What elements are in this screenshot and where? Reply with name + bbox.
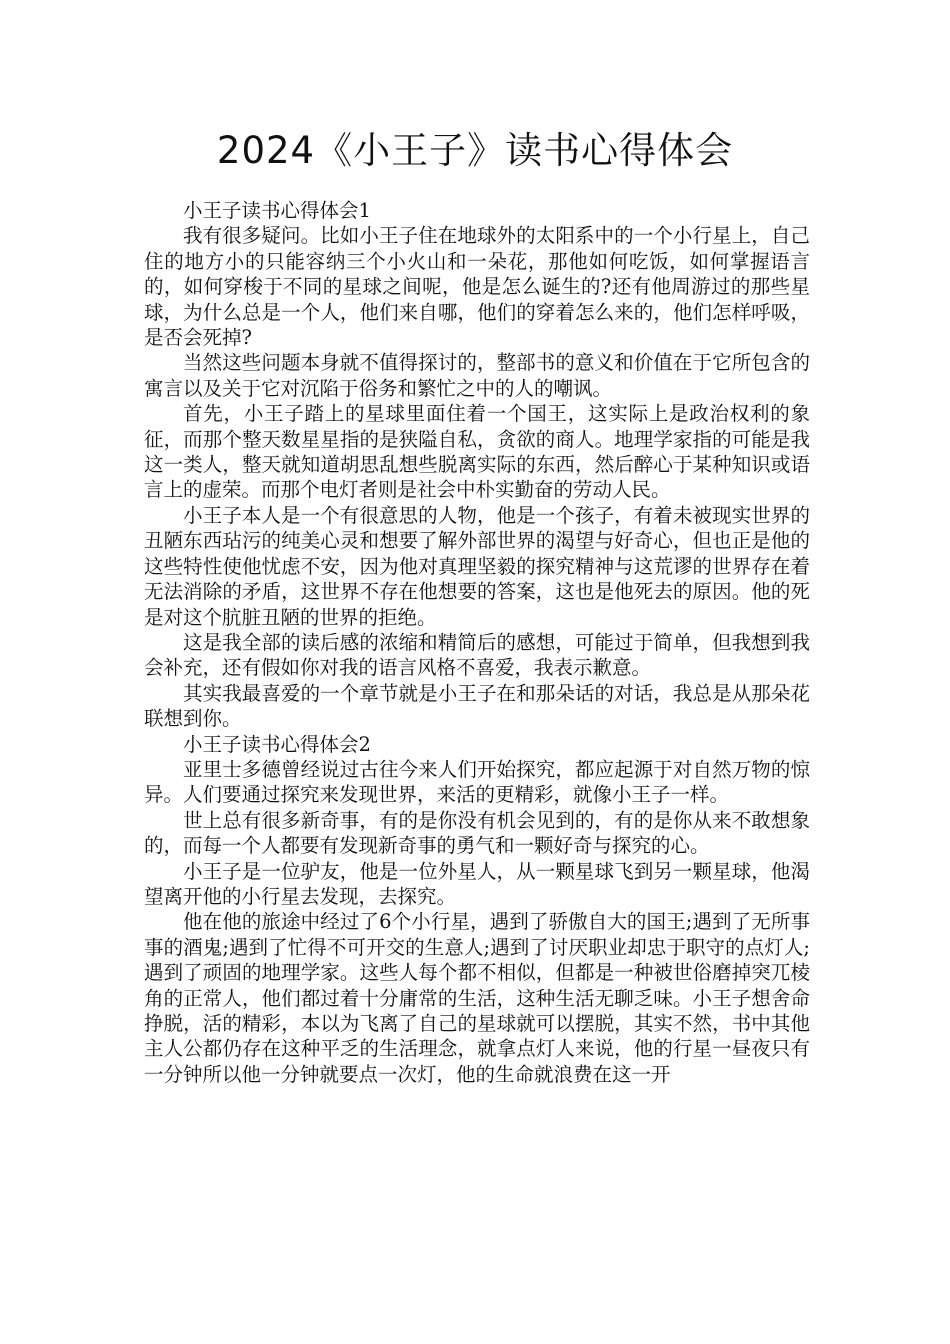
paragraph: 小王子本人是一个有很意思的人物，他是一个孩子，有着未被现实世界的丑陋东西玷污的纯美心灵和想要了解外部世界的渴望与好奇心，但也正是他的这些特性使他忧虑不安，因为他对真理坚毅的探究精神与这荒谬的世界存在着无法消除的矛盾，这世界不存在他想要的答案，这也是他死去的原因。他的死是对这个肮脏丑陋的世界的拒绝。 (144, 503, 810, 629)
paragraph: 首先，小王子踏上的星球里面住着一个国王，这实际上是政治权利的象征，而那个整天数星星指的是狭隘自私，贪欲的商人。地理学家指的可能是我这一类人，整天就知道胡思乱想些脱离实际的东西，然后醉心于某种知识或语言上的虚荣。而那个电灯者则是社会中朴实勤奋的劳动人民。 (144, 402, 810, 502)
document-body (144, 198, 810, 1087)
paragraph: 我有很多疑问。比如小王子住在地球外的太阳系中的一个小行星上，自己住的地方小的只能容纳三个小火山和一朵花，那他如何吃饭，如何掌握语言的，如何穿梭于不同的星球之间呢，他是怎么诞生的?还有他周游过的那些星球，为什么总是一个人，他们来自哪，他们的穿着怎么来的，他们怎样呼吸，是否会死掉? (144, 224, 810, 350)
paragraph: 世上总有很多新奇事，有的是你没有机会见到的，有的是你从来不敢想象的，而每一个人都要有发现新奇事的勇气和一颗好奇与探究的心。 (144, 808, 810, 858)
document-title: 2024《小王子》读书心得体会 (216, 129, 734, 172)
paragraph: 小王子是一位驴友，他是一位外星人，从一颗星球飞到另一颗星球，他渴望离开他的小行星去发现，去探究。 (144, 859, 810, 908)
section-heading-1: 小王子读书心得体会1 (183, 199, 371, 222)
paragraph: 他在他的旅途中经过了6个小行星，遇到了骄傲自大的国王;遇到了无所事事的酒鬼;遇到了忙得不可开交的生意人;遇到了讨厌职业却忠于职守的点灯人;遇到了顽固的地理学家。这些人每个都不相似，但都是一种被世俗磨掉突兀棱角的正常人，他们都过着十分庸常的生活，这种生活无聊乏味。小王子想舍命挣脱，活的精彩，本以为飞离了自己的星球就可以摆脱，其实不然，书中其他主人公都仍存在这种平乏的生活理念，就拿点灯人来说，他的行星一昼夜只有一分钟所以他一分钟就要点一次灯，他的生命就浪费在这一开 (144, 910, 810, 1086)
paragraph: 当然这些问题本身就不值得探讨的，整部书的意义和价值在于它所包含的寓言以及关于它对沉陷于俗务和繁忙之中的人的嘲讽。 (144, 351, 810, 400)
paragraph: 这是我全部的读后感的浓缩和精简后的感想，可能过于简单，但我想到我会补充，还有假如你对我的语言风格不喜爱，我表示歉意。 (144, 630, 810, 680)
paragraph: 其实我最喜爱的一个章节就是小王子在和那朵话的对话，我总是从那朵花联想到你。 (144, 681, 810, 731)
section-heading-2: 小王子读书心得体会2 (183, 732, 371, 756)
paragraph: 亚里士多德曾经说过古往今来人们开始探究，都应起源于对自然万物的惊异。人们要通过探究来发现世界，来活的更精彩，就像小王子一样。 (144, 757, 810, 807)
